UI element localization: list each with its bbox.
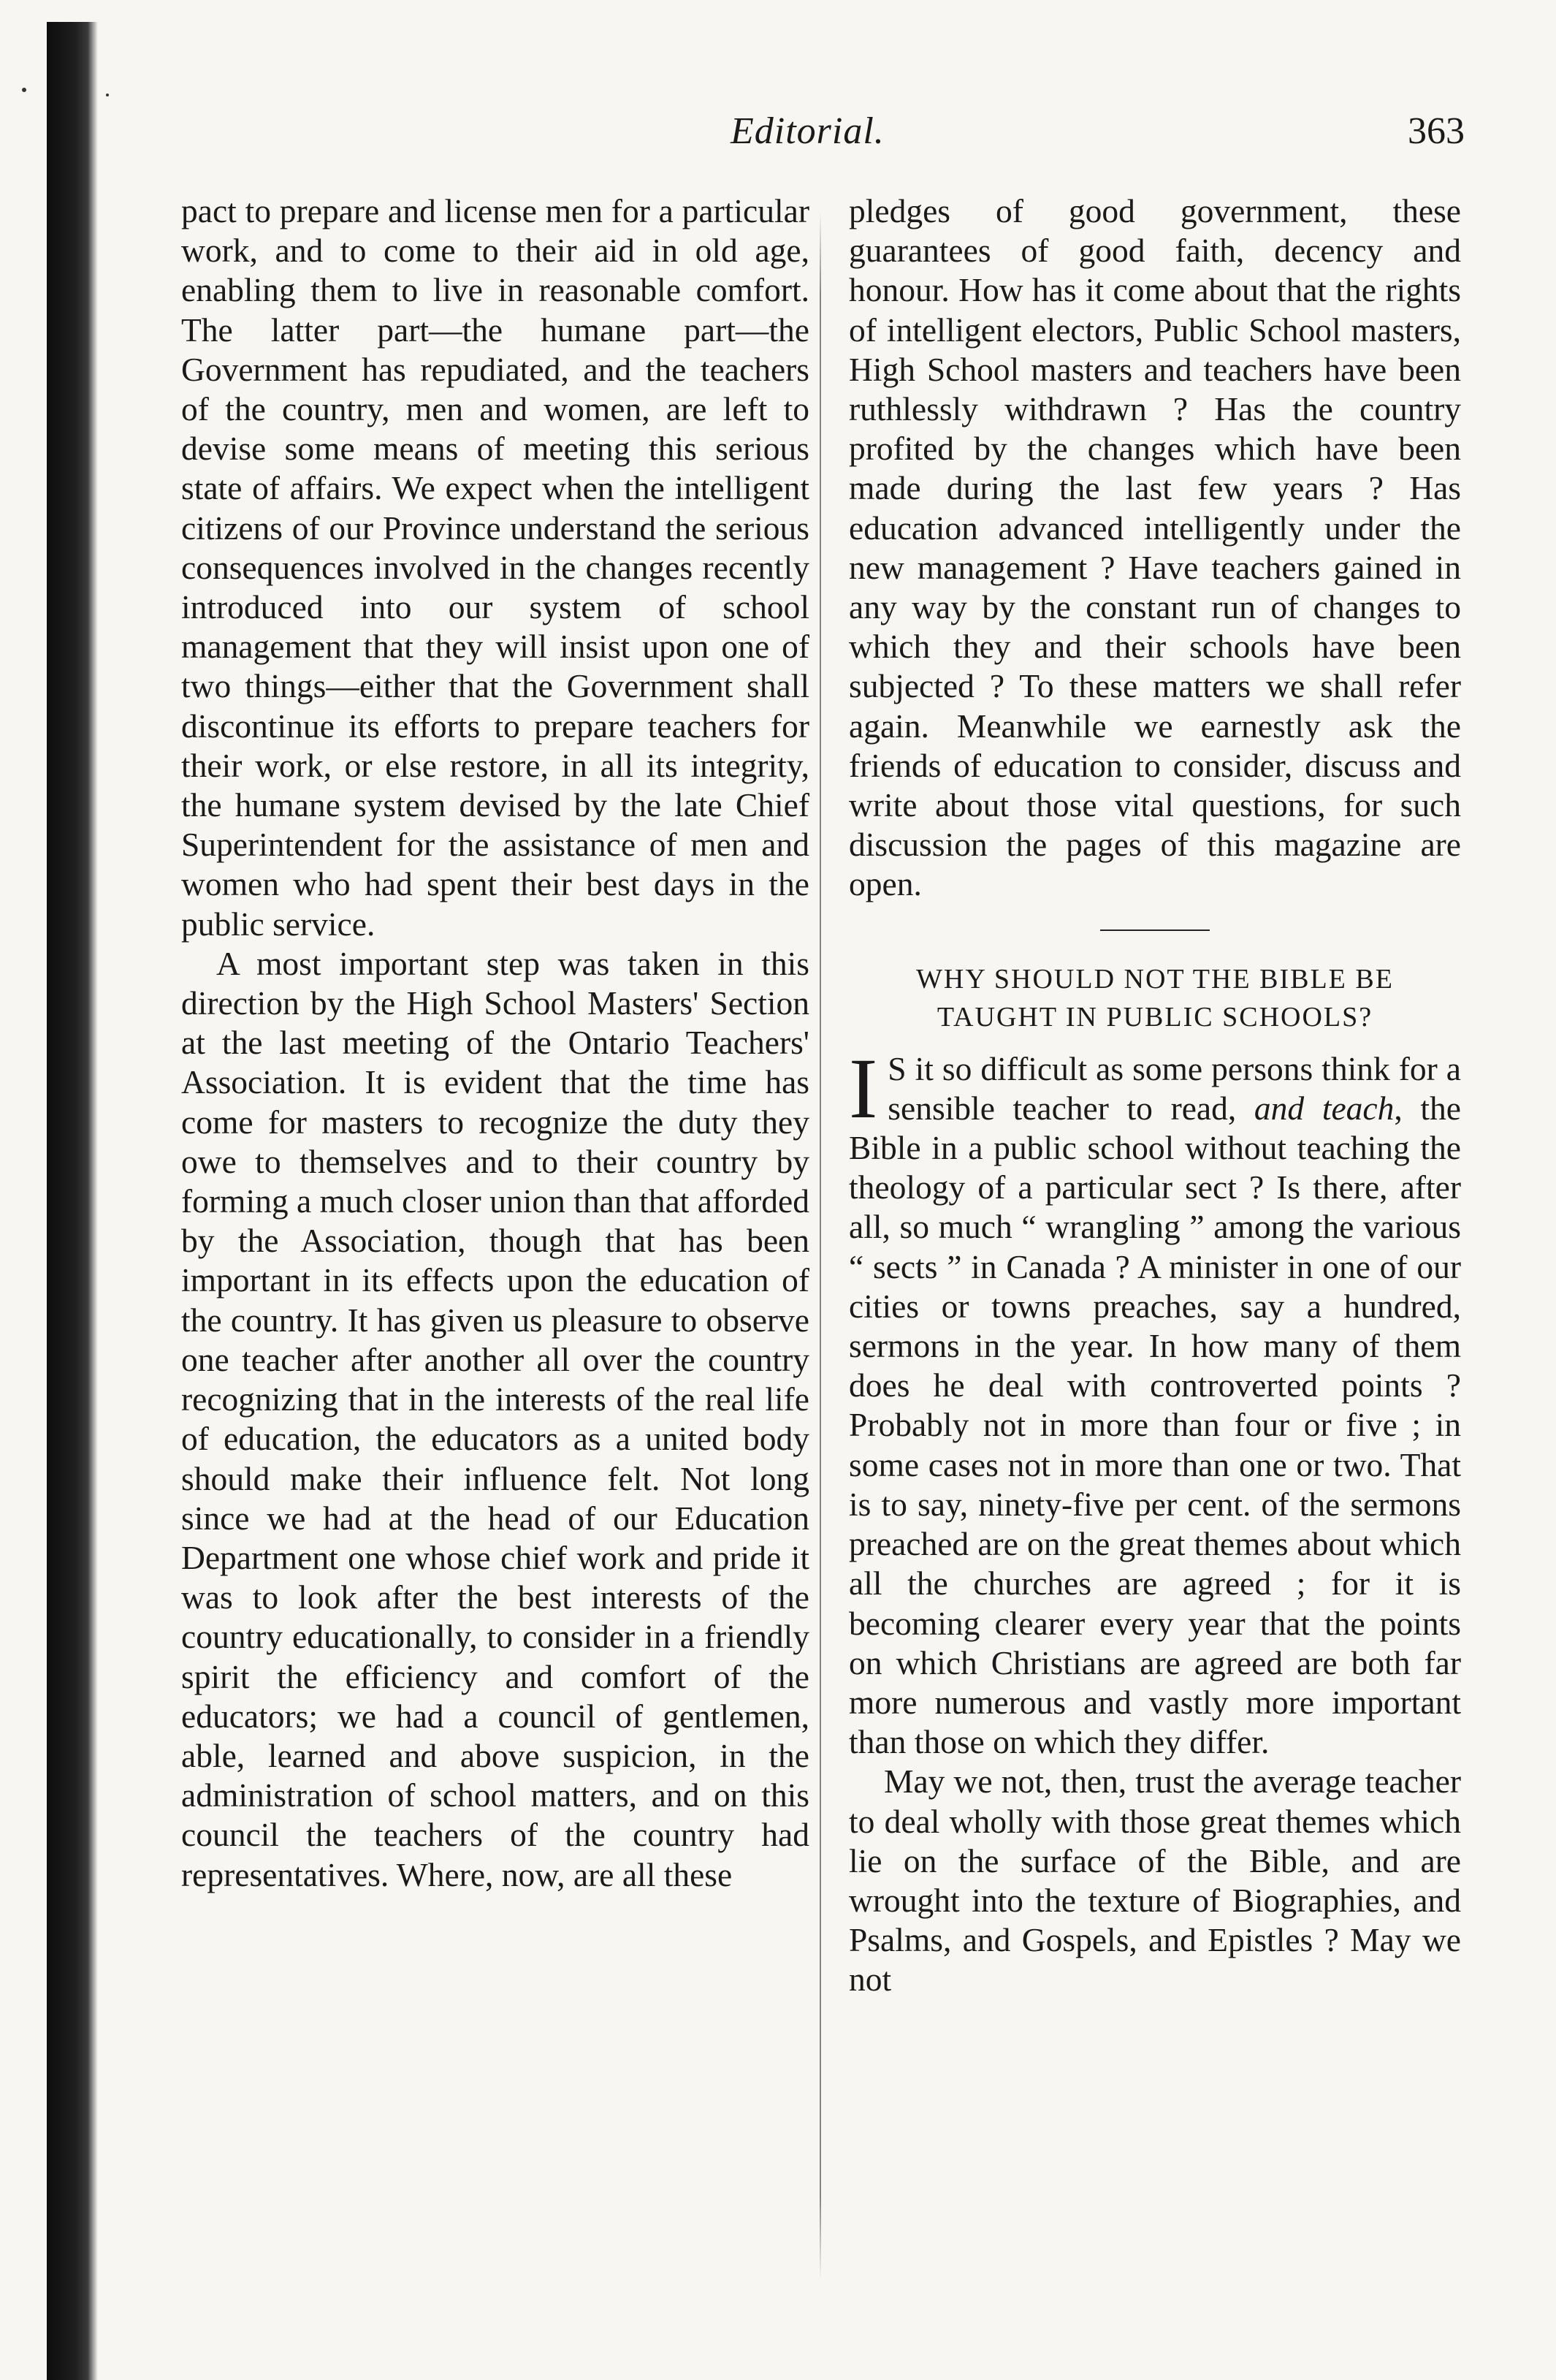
page-binding-edge [47, 22, 98, 2380]
drop-cap: I [849, 1040, 878, 1136]
left-column [181, 191, 809, 1895]
section-heading-line-1: WHY SHOULD NOT THE BIBLE BE [916, 963, 1394, 995]
right-paragraph-1: pledges of good government, these guarantees of good faith, decency and honour. How has it come about that the rights of intelligent electors, Public School masters, High School masters and teachers have been ruthlessly withdrawn ? Has the country profited by the changes which have been made during the last few years ? Has education advanced intelligently under the new management ? Have teachers gained in any way by the constant run of changes to which they and their schools have been subjected ? To these matters we shall refer again. Meanwhile we earnestly ask the friends of education to consider, discuss and write about those vital questions, for such discussion the pages of this magazine are open. [849, 192, 1461, 903]
right-column [849, 191, 1461, 2000]
section-separator-rule [1100, 929, 1210, 931]
page-number: 363 [1408, 110, 1465, 152]
right-paragraph-2-italic: and teach [1254, 1089, 1395, 1127]
right-paragraph-2-start: S it so difficult as some persons think for a sensible teacher to read, [888, 1049, 1461, 1127]
right-paragraph-2-rest: , the Bible in a public school without teaching the theology of a particular sect ? Is there, after all, so much “ wrangling ” among the various “ sects ” in Canada ? A minister in one of our cities or towns preaches, say a hundred, sermons in the year. In how many of them does he deal with controverted points ? Probably not in more than four or five ; in some cases not in more than one or two. That is to say, ninety-five per cent. of the sermons preached are on the great themes about which all the churches are agreed ; for it is becoming clearer every year that the points on which Christians are agreed are both far more numerous and vastly more important than those on which they differ. [849, 1089, 1461, 1761]
column-divider [820, 212, 821, 2280]
right-paragraph-2 [849, 1040, 1461, 1763]
running-head [0, 110, 1556, 168]
section-heading [849, 960, 1461, 1036]
running-title: Editorial. [731, 110, 885, 152]
left-paragraph-2: A most important step was taken in this direction by the High School Masters' Section at the last meeting of the Ontario Teachers' Association. It is evident that the time has come for masters to recognize the duty they owe to themselves and to their country by forming a much closer union than that afforded by the Association, though that has been important in its effects upon the education of the country. It has given us pleasure to observe one teacher after another all over the country recognizing that in the interests of the real life of education, the educators as a united body should make their influence felt. Not long since we had at the head of our Education Department one whose chief work and pride it was to look after the best interests of the country educationally, to consider in a friendly spirit the efficiency and comfort of the educators; we had a council of gentlemen, able, learned and above suspicion, in the administration of school matters, and on this council the teachers of the country had representatives. Where, now, are all these [181, 944, 809, 1893]
page-speck [22, 88, 26, 92]
right-paragraph-3: May we not, then, trust the average teacher to deal wholly with those great themes which lie on the surface of the Bible, and are wrought into the texture of Biographies, and Psalms, and Gospels, and Epistles ? May we not [849, 1763, 1461, 1999]
left-paragraph-1: pact to prepare and license men for a particular work, and to come to their aid in old age, enabling them to live in reasonable comfort. The latter part—the humane part—the Government has repudiated, and the teachers of the country, men and women, are left to devise some means of meeting this serious state of affairs. We expect when the intelligent citizens of our Province understand the serious consequences involved in the changes recently introduced into our system of school management that they will insist upon one of two things—either that the Government shall discontinue its efforts to prepare teachers for their work, or else restore, in all its integrity, the humane system devised by the late Chief Superintendent for the assistance of men and women who had spent their best days in the public service. [181, 192, 809, 943]
page-speck [106, 94, 109, 96]
section-heading-line-2: TAUGHT IN PUBLIC SCHOOLS? [937, 1001, 1373, 1033]
